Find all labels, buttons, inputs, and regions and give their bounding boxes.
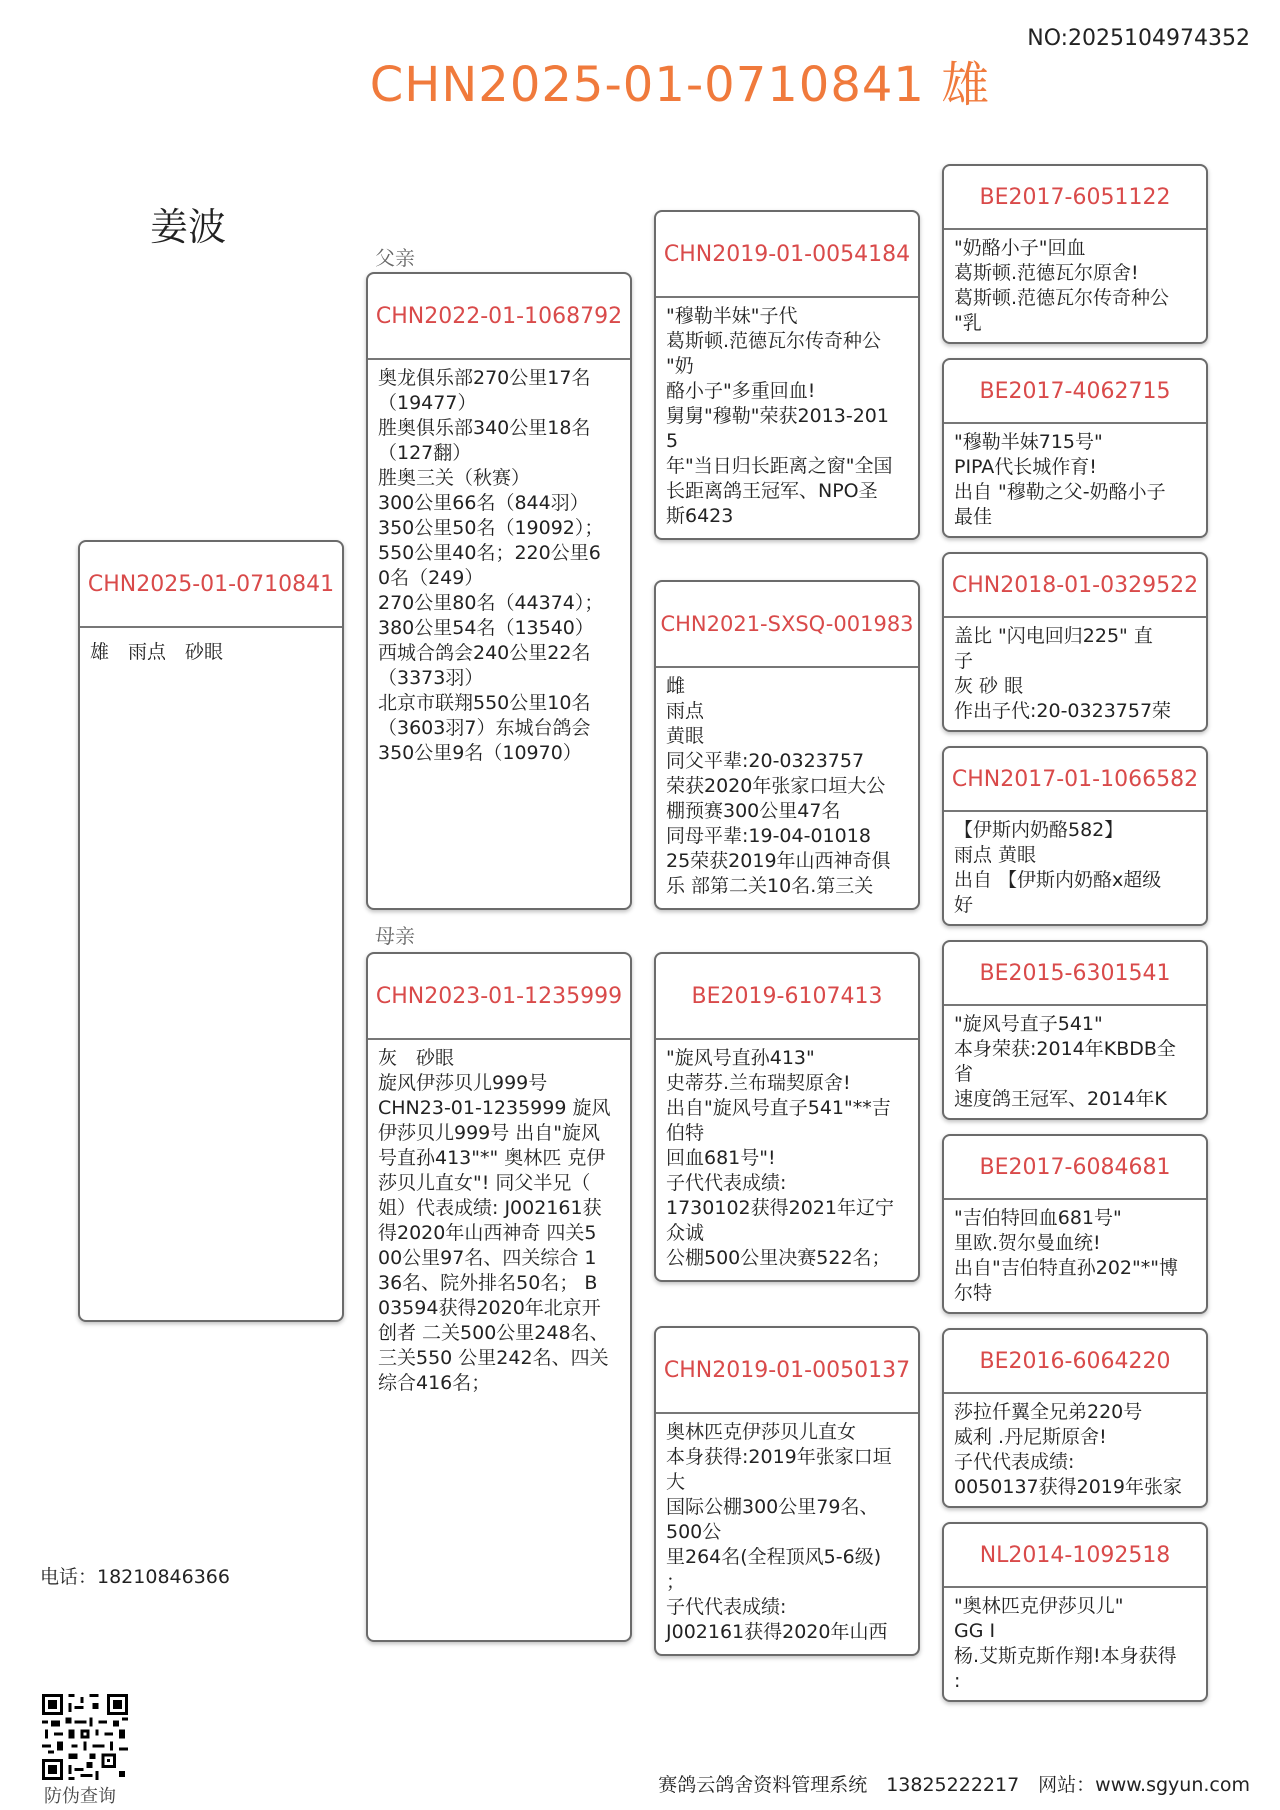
great-grandparent-info: "旋风号直子541" 本身荣获:2014年KBDB全 省 速度鸽王冠军、2014年K [954, 1013, 1176, 1110]
grandparent-card [654, 952, 920, 1282]
grandparent-card [654, 580, 920, 910]
father-card [366, 272, 632, 910]
mother-info: 灰 砂眼 旋风伊莎贝儿999号 CHN23-01-1235999 旋风 伊莎贝儿999号 出自"旋风 号直孙413"*" 奥林匹 克伊 莎贝儿直女"! 同父半兄（ 姐）代表成绩: J002161获 得2020年山西神奇 四关5 00公里97名、四关综合 1 36名、院外排名50名； B 03594获得2020年北京开 创者 二关500公里248名、 三关550 公里242名、四关 综合416名； [378, 1047, 611, 1394]
great-grandparent-card [942, 940, 1208, 1120]
great-grandparent-card [942, 746, 1208, 926]
grandparent-info: "穆勒半妹"子代 葛斯顿.范德瓦尔传奇种公 "奶 酪小子"多重回血! 舅舅"穆勒"荣获2013-201 5 年"当日归长距离之窗"全国 长距离鸽王冠军、NPO圣 斯6423 [666, 305, 893, 527]
great-grandparent-ring: BE2017-4062715 [944, 360, 1206, 424]
anti-counterfeit-label: 防伪查询 [44, 1786, 116, 1807]
mother-ring: CHN2023-01-1235999 [368, 954, 630, 1040]
great-grandparent-card [942, 552, 1208, 732]
great-grandparent-info: "奥林匹克伊莎贝儿" GG I 杨.艾斯克斯作翔!本身获得 : [954, 1595, 1177, 1692]
grandparent-card [654, 210, 920, 540]
great-grandparent-card [942, 358, 1208, 538]
great-grandparent-ring: CHN2018-01-0329522 [944, 554, 1206, 618]
grandparent-card [654, 1326, 920, 1656]
great-grandparent-card [942, 1522, 1208, 1702]
owner-name: 姜波 [150, 205, 227, 249]
great-grandparent-info: 莎拉仟翼全兄弟220号 威利 .丹尼斯原舍! 子代代表成绩: 0050137获得2019年张家 [954, 1401, 1182, 1498]
footer-info: 赛鸽云鸽舍资料管理系统 13825222217 网站：www.sgyun.com [658, 1774, 1250, 1796]
great-grandparent-ring: BE2015-6301541 [944, 942, 1206, 1006]
great-grandparent-ring: BE2017-6084681 [944, 1136, 1206, 1200]
great-grandparent-info: "吉伯特回血681号" 里欧.贺尔曼血统! 出自"吉伯特直孙202"*"博 尔特 [954, 1207, 1178, 1304]
great-grandparent-ring: NL2014-1092518 [944, 1524, 1206, 1588]
subject-ring: CHN2025-01-0710841 [80, 542, 342, 628]
subject-card [78, 540, 344, 1322]
great-grandparent-ring: CHN2017-01-1066582 [944, 748, 1206, 812]
document-number: NO:2025104974352 [1027, 26, 1250, 51]
father-label: 父亲 [375, 246, 415, 270]
father-info: 奥龙俱乐部270公里17名 （19477） 胜奥俱乐部340公里18名 （127翻） 胜奥三关（秋赛） 300公里66名（844羽） 350公里50名（19092）； 550公里40名；220公里6 0名（249） 270公里80名（44374）； 380公里54名（13540） 西城合鸽会240公里22名 （3373羽） 北京市联翔550公里10名 （3603羽7）东城台鸽会 350公里9名（10970） [378, 367, 604, 764]
grandparent-ring: BE2019-6107413 [656, 954, 918, 1040]
grandparent-ring: CHN2019-01-0054184 [656, 212, 918, 298]
great-grandparent-ring: BE2016-6064220 [944, 1330, 1206, 1394]
great-grandparent-card [942, 1328, 1208, 1508]
mother-label: 母亲 [375, 924, 415, 948]
great-grandparent-info: 【伊斯内奶酪582】 雨点 黄眼 出自 【伊斯内奶酪x超级 好 [954, 819, 1162, 916]
qr-code-icon[interactable] [42, 1694, 128, 1780]
great-grandparent-card [942, 1134, 1208, 1314]
pedigree-title: CHN2025-01-0710841 雄 [369, 57, 991, 113]
great-grandparent-card [942, 164, 1208, 344]
grandparent-ring: CHN2021-SXSQ-001983 [656, 582, 918, 668]
mother-card [366, 952, 632, 1642]
grandparent-info: 奥林匹克伊莎贝儿直女 本身获得:2019年张家口垣 大 国际公棚300公里79名、 500公 里264名(全程顶风5-6级) ； 子代代表成绩: J002161获得2020年山西 [666, 1421, 892, 1643]
grandparent-ring: CHN2019-01-0050137 [656, 1328, 918, 1414]
great-grandparent-info: "穆勒半妹715号" PIPA代长城作育! 出自 "穆勒之父-奶酪小子 最佳 [954, 431, 1166, 528]
subject-info: 雄 雨点 砂眼 [90, 641, 224, 663]
grandparent-info: "旋风号直孙413" 史蒂芬.兰布瑞契原舍! 出自"旋风号直子541"**吉 伯特 回血681号"! 子代代表成绩: 1730102获得2021年辽宁 众诚 公棚500公里决赛522名； [666, 1047, 894, 1269]
great-grandparent-info: "奶酪小子"回血 葛斯顿.范德瓦尔原舍! 葛斯顿.范德瓦尔传奇种公 "乳 [954, 237, 1170, 334]
great-grandparent-info: 盖比 "闪电回归225" 直 子 灰 砂 眼 作出子代:20-0323757荣 [954, 625, 1172, 722]
father-ring: CHN2022-01-1068792 [368, 274, 630, 360]
phone-number: 电话：18210846366 [40, 1566, 230, 1588]
great-grandparent-ring: BE2017-6051122 [944, 166, 1206, 230]
grandparent-info: 雌 雨点 黄眼 同父平辈:20-0323757 荣获2020年张家口垣大公 棚预赛300公里47名 同母平辈:19-04-01018 25荣获2019年山西神奇俱 乐 部第二关10名.第三关 [666, 675, 891, 897]
